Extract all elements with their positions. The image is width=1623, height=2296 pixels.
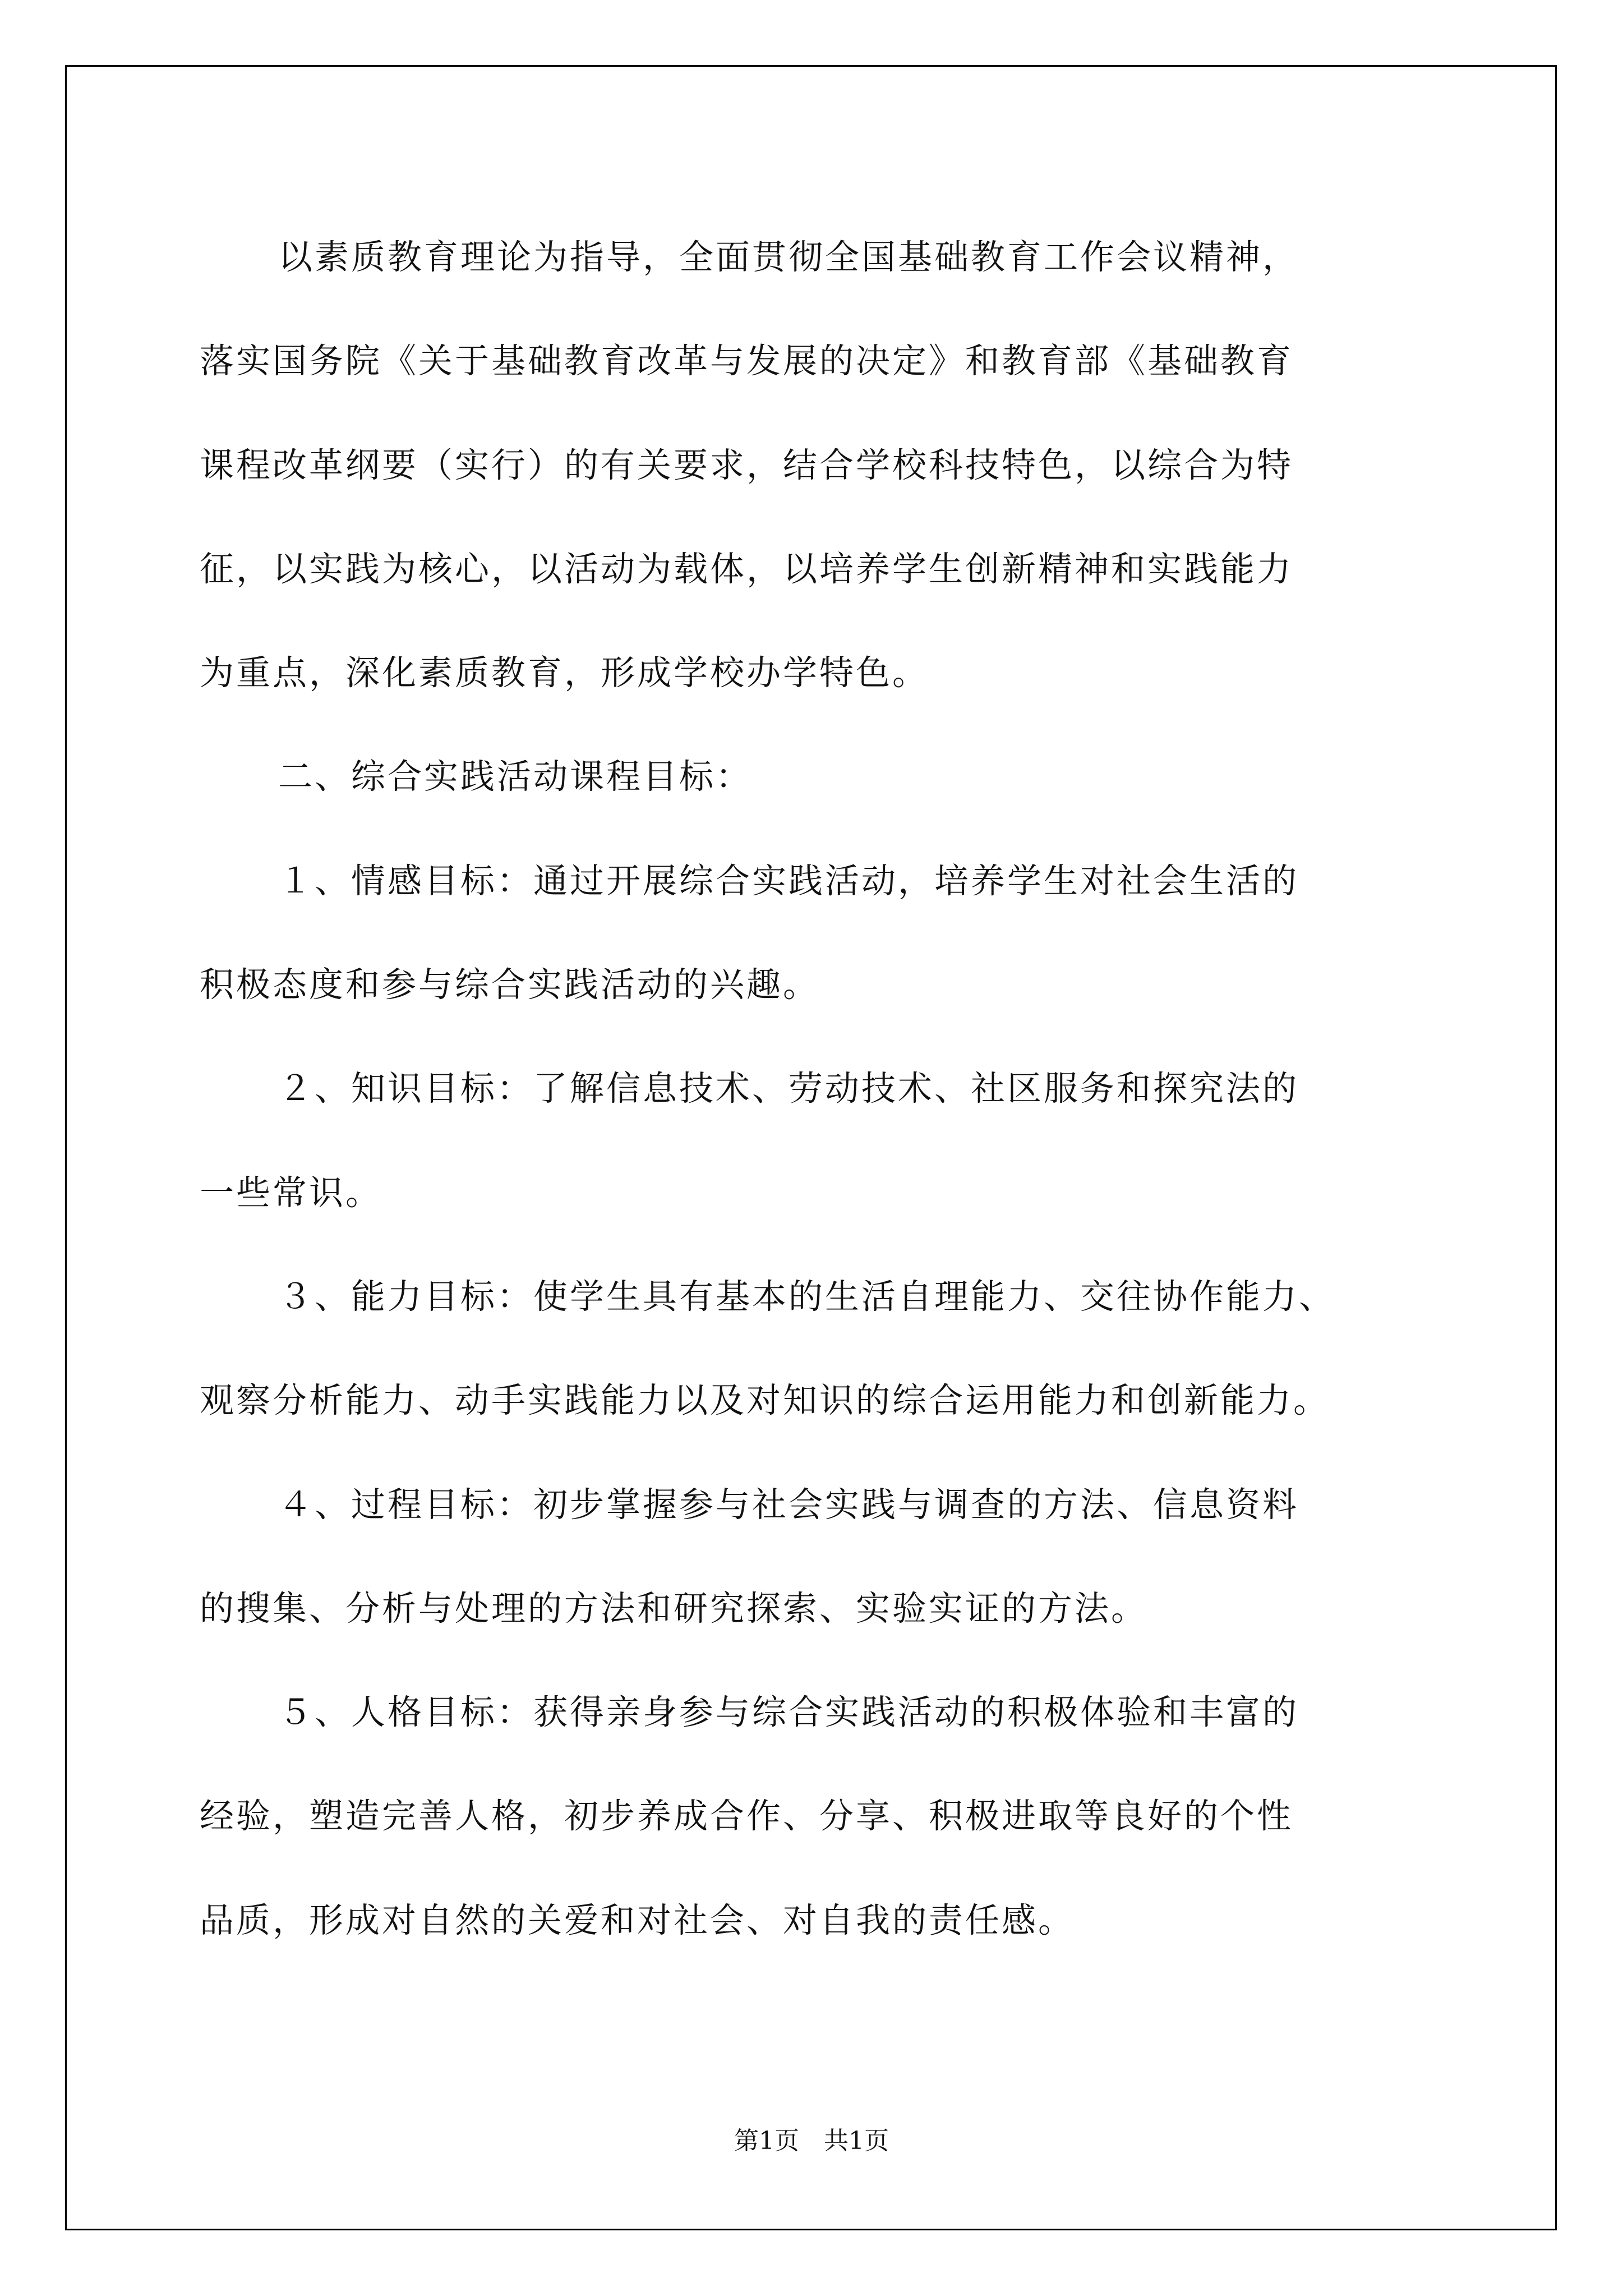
text-line: 品质，形成对自然的关爱和对社会、对自我的责任感。 [200,1900,1075,1940]
text-line: 观察分析能力、动手实践能力以及对知识的综合运用能力和创新能力。 [200,1381,1330,1421]
goal-item-process [200,1453,1433,1661]
text-line: 积极态度和参与综合实践活动的兴趣。 [200,965,820,1005]
goal-item-emotion [200,829,1433,1037]
text-line: 二、综合实践活动课程目标： [278,757,753,797]
text-line: 经验，塑造完善人格，初步养成合作、分享、积极进取等良好的个性 [200,1796,1294,1837]
text-line: 为重点，深化素质教育，形成学校办学特色。 [200,653,929,693]
text-line: 落实国务院《关于基础教育改革与发展的决定》和教育部《基础教育 [200,341,1294,381]
paragraph-guiding-principle [200,205,1433,725]
text-line: 征，以实践为核心，以活动为载体，以培养学生创新精神和实践能力 [200,549,1294,589]
text-line: 的搜集、分析与处理的方法和研究探索、实验实证的方法。 [200,1588,1148,1628]
goal-item-knowledge [200,1037,1433,1245]
document-body [200,205,1433,1972]
text-line: ４、过程目标：初步掌握参与社会实践与调查的方法、信息资料 [278,1484,1299,1525]
text-line: 课程改革纲要（实行）的有关要求，结合学校科技特色，以综合为特 [200,445,1294,485]
goal-item-personality [200,1660,1433,1972]
text-line: 一些常识。 [200,1172,382,1213]
text-line: 以素质教育理论为指导，全面贯彻全国基础教育工作会议精神， [278,237,1299,277]
section-heading [200,725,1433,829]
text-line: ２、知识目标：了解信息技术、劳动技术、社区服务和探究法的 [278,1069,1299,1109]
text-line: ５、人格目标：获得亲身参与综合实践活动的积极体验和丰富的 [278,1692,1299,1733]
goal-item-ability [200,1245,1433,1453]
page-number-footer: 第1页 共1页 [734,2127,889,2155]
text-line: １、情感目标：通过开展综合实践活动，培养学生对社会生活的 [278,861,1299,901]
text-line: ３、能力目标：使学生具有基本的生活自理能力、交往协作能力、 [278,1276,1336,1317]
